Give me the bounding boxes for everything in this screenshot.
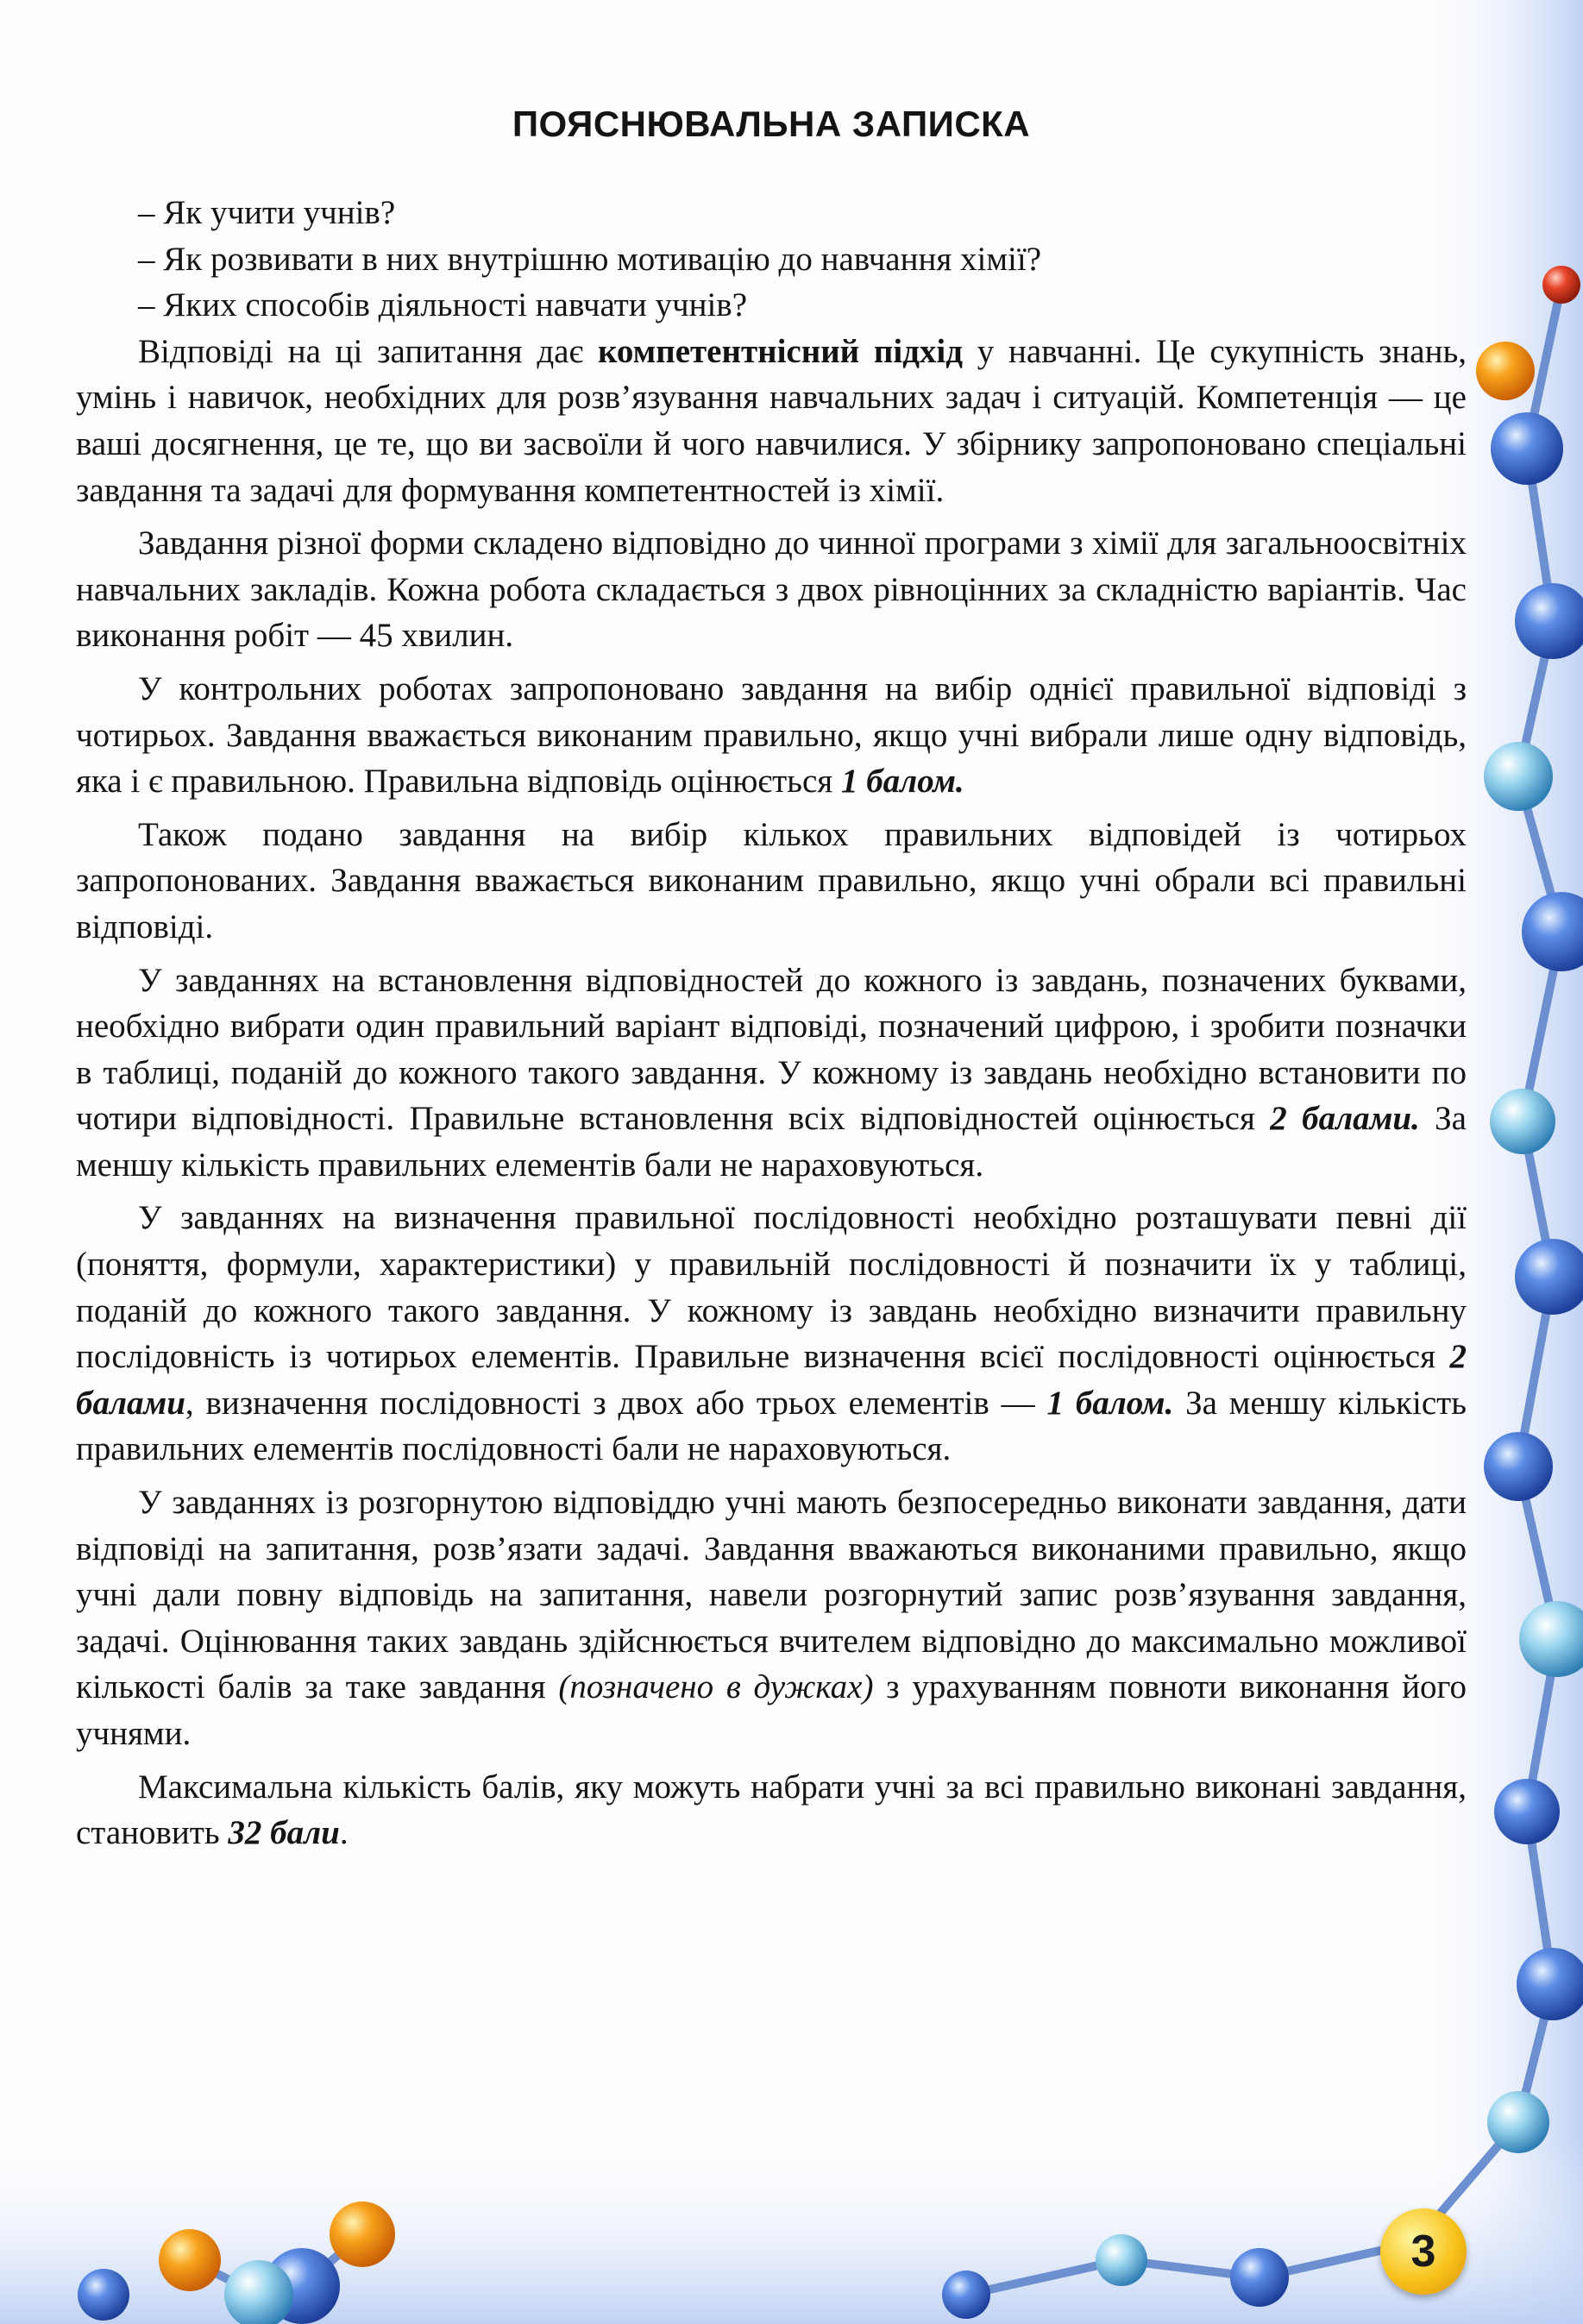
paragraph-structure: Завдання різної форми складено відповідно до чинної програми з хімії для загальноосвітніх навчальних закладів. Кожна робота складається з двох рівноцінних за складністю варіантів. Час виконання робіт — 45 хвилин. [76, 524, 1467, 655]
paragraph-competence: Відповіді на ці запитання дає компетентнісний підхід у навчанні. Це сукупність знань, умінь і навичок, необхідних для розв’язування навчальних задач і ситуацій. Компетенція — це ваші досягнення, це те, що ви засвоїли й чого навчилися. У збірнику запропоновано спеціальні завдання та задачі для формування компетентностей із хімії. [76, 332, 1467, 509]
page-title: ПОЯСНЮВАЛЬНА ЗАПИСКА [512, 104, 1031, 144]
question-2: – Як розвивати в них внутрішню мотивацію до навчання хімії? [138, 240, 1042, 278]
paragraph-multi-choice: Також подано завдання на вибір кількох правильних відповідей із чотирьох запропонованих. Завдання вважається виконаним правильно, якщо учні обрали всі правильні відповіді. [76, 815, 1467, 945]
paragraph-open-answer: У завданнях із розгорнутою відповіддю учні мають безпосередньо виконати завдання, дати відповіді на запитання, розв’язати задачі. Завдання вважаються виконаними правильно, якщо учні дали повну відповідь на запитання, навели розгорнутий запис розв’язування завдання, задачі. Оцінювання таких завдань здійснюється вчителем відповідно до максимально можливої кількості балів за таке завдання (позначено в дужках) з урахуванням повноти виконання його учнями. [76, 1484, 1467, 1752]
document-body [76, 86, 1467, 1863]
note-in-brackets: (позначено в дужках) [558, 1668, 874, 1706]
term-competence-approach: компетентнісний підхід [597, 332, 963, 370]
question-1: – Як учити учнів? [138, 194, 396, 231]
score-2-points: 2 балами. [1270, 1100, 1420, 1138]
score-32-points: 32 бали [228, 1814, 340, 1852]
page-number: 3 [1380, 2208, 1467, 2295]
paragraph-single-choice: У контрольних роботах запропоновано завдання на вибір однієї правильної відповіді з чотирьох. Завдання вважається виконаним правильно, якщо учні вибрали лише одну відповідь, яка і є правильною. Правильна відповідь оцінюється 1 балом. [76, 669, 1467, 801]
paragraph-matching: У завданнях на встановлення відповідностей до кожного із завдань, позначених буквами, необхідно вибрати один правильний варіант відповіді, позначений цифрою, і зробити позначки в таблиці, поданій до кожного такого завдання. У кожному із завдань необхідно встановити по чотири відповідності. Правильне встановлення всіх відповідностей оцінюється 2 балами. За меншу кількість правильних елементів бали не нараховуються. [76, 961, 1467, 1184]
paragraph-sequence: У завданнях на визначення правильної послідовності необхідно розташувати певні дії (поняття, формули, характеристики) у правильній послідовності й позначити їх у таблиці, поданій до кожного такого завдання. У кожному із завдань необхідно визначити правильну послідовність із чотирьох елементів. Правильне визначення всієї послідовності оцінюється 2 балами, визначення послідовності з двох або трьох елементів — 1 балом. За меншу кількість правильних елементів послідовності бали не нараховуються. [76, 1199, 1467, 1468]
paragraph-max-score: Максимальна кількість балів, яку можуть набрати учні за всі правильно виконані завдання, становить 32 бали. [76, 1768, 1467, 1852]
question-3: – Яких способів діяльності навчати учнів? [138, 286, 748, 324]
score-2-points: 2 балами [76, 1338, 1467, 1422]
score-1-point: 1 балом. [1046, 1384, 1174, 1422]
score-1-point: 1 балом. [840, 763, 964, 801]
